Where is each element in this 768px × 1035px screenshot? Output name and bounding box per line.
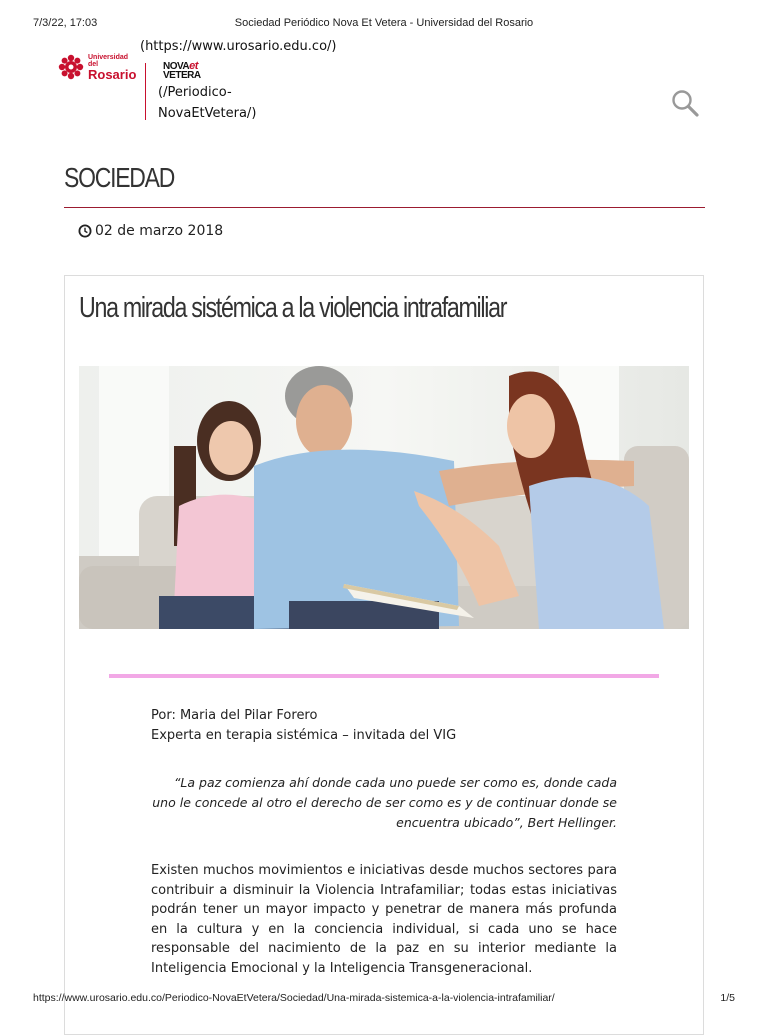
- logo-line1: Universidad del: [88, 53, 129, 68]
- nova-et-vetera-logo[interactable]: [163, 62, 201, 80]
- publish-date-text: 02 de marzo 2018: [95, 223, 224, 239]
- university-logo[interactable]: [58, 52, 140, 82]
- print-url: https://www.urosario.edu.co/Periodico-NovaEtVetera/Sociedad/Una-mirada-sistemica-a-la-violencia-intrafamiliar/: [33, 992, 555, 1004]
- logo-line2: Rosario: [88, 66, 137, 82]
- print-doc-title: Sociedad Periódico Nova Et Vetera - Universidad del Rosario: [234, 17, 534, 29]
- article-hero-image: [79, 366, 689, 629]
- article-paragraph: Existen muchos movimientos e iniciativas desde muchos sectores para contribuir a disminuir la Violencia Intrafamiliar; todas estas iniciativas podrán tener un mayor impacto y penetrar de manera más profunda en la cultura y en la conciencia individual, si cada uno se hace responsable del nacimiento de la paz en su interior mediante la Inteligencia Emocional y la Inteligencia Transgeneracional.: [151, 863, 617, 976]
- decorative-pink-bar: [109, 674, 659, 678]
- publish-date: [78, 223, 223, 239]
- nova-word: NOVA: [163, 61, 190, 72]
- search-icon[interactable]: [670, 88, 700, 118]
- newspaper-home-link[interactable]: (/Periodico-NovaEtVetera/): [158, 85, 257, 121]
- article-quote: “La paz comienza ahí donde cada uno puede ser como es, donde cada uno le concede al otro el derecho de ser como es y de continuar donde se encuentra ubicado”, Bert Hellinger.: [152, 775, 617, 830]
- logo-divider: [145, 63, 146, 120]
- print-header: [0, 17, 768, 33]
- university-home-link[interactable]: (https://www.urosario.edu.co/): [140, 39, 337, 54]
- print-page-number: 1/5: [720, 992, 735, 1004]
- vetera-word: VETERA: [163, 69, 201, 81]
- article-title: Una mirada sistémica a la violencia intrafamiliar: [79, 292, 507, 324]
- article-byline: [151, 706, 456, 746]
- rosario-seal-icon: [58, 54, 84, 80]
- section-title: SOCIEDAD: [64, 162, 175, 193]
- print-datetime: 7/3/22, 17:03: [33, 17, 98, 29]
- clock-icon: [78, 224, 92, 238]
- section-divider: [64, 207, 705, 208]
- byline-role: Experta en terapia sistémica – invitada del VIG: [151, 728, 457, 743]
- et-word: et: [189, 60, 198, 72]
- byline-author: Por: Maria del Pilar Forero: [151, 708, 318, 723]
